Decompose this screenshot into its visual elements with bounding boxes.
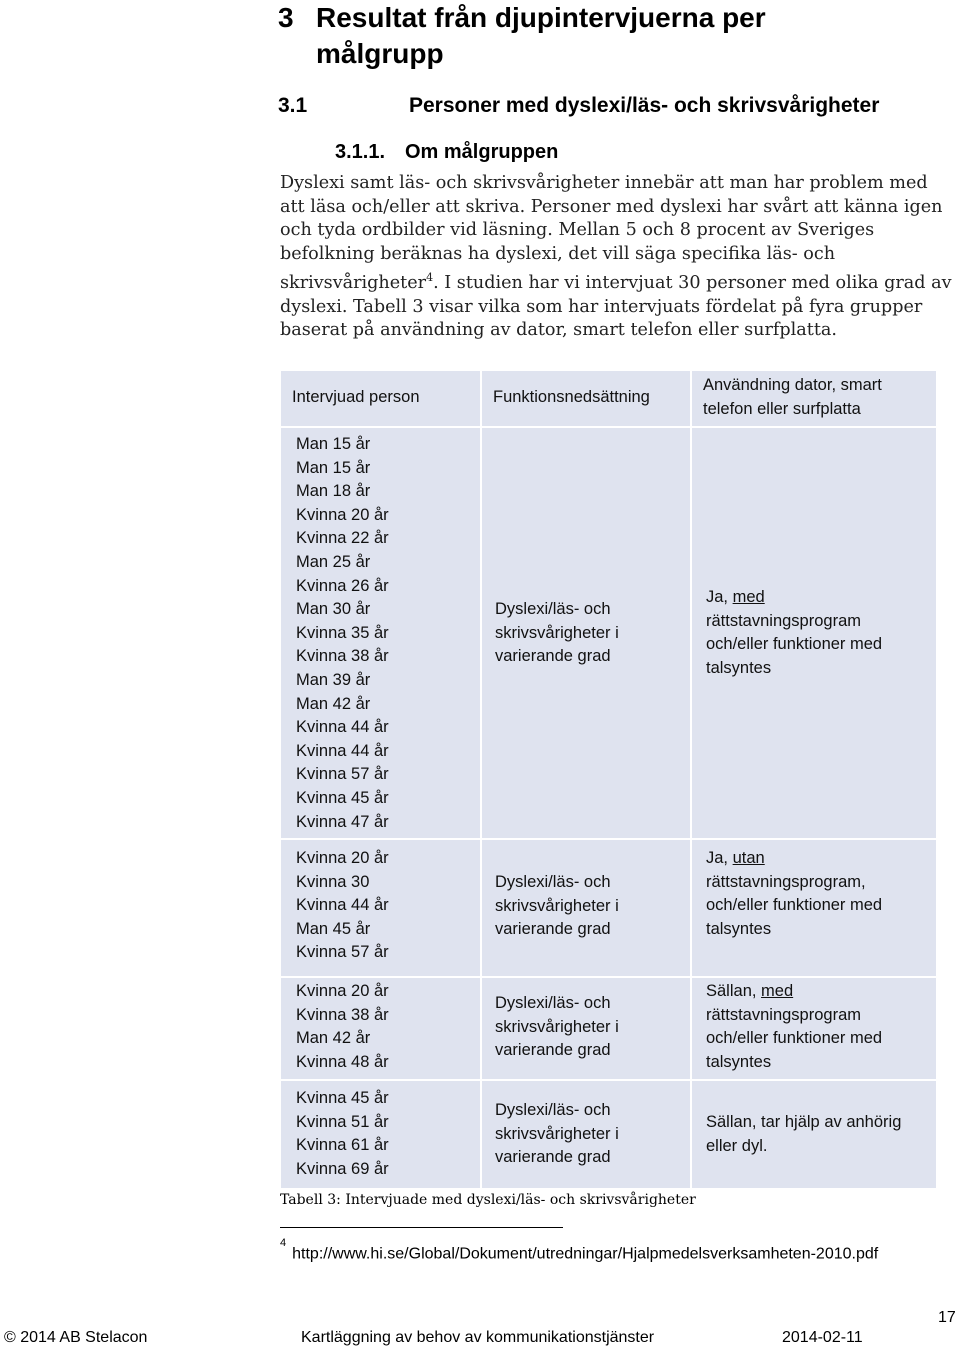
persons-cell: Kvinna 20 år Kvinna 30 Kvinna 44 år Man 45 år Kvinna 57 år: [296, 849, 389, 962]
intro-paragraph: [280, 172, 954, 343]
table-row: [482, 428, 690, 838]
usage-cell: Sällan, med rättstavningsprogram och/eller funktioner med talsyntes: [706, 982, 883, 1071]
function-cell: Dyslexi/läs- och skrivsvårigheter i varierande grad: [495, 600, 619, 666]
table-row: [281, 840, 480, 976]
table-row: [692, 1081, 936, 1188]
heading-2-number: 3.1: [278, 94, 308, 117]
table-header-cell: [692, 371, 936, 426]
table-row: [482, 978, 690, 1079]
persons-cell: Kvinna 45 år Kvinna 51 år Kvinna 61 år Kvinna 69 år: [296, 1089, 389, 1178]
footnote-ref: 4: [426, 271, 434, 285]
persons-cell: Man 15 år Man 15 år Man 18 år Kvinna 20 år Kvinna 22 år Man 25 år Kvinna 26 år Man 30 år Kvinna 35 år Kvinna 38 år Man 39 år Man 42 år Kvinna 44 år Kvinna 44 år Kvinna 57 år Kvinna 45 år Kvinna 47 år: [296, 435, 389, 831]
header-funktionsnedsattning: Funktionsnedsättning: [493, 388, 650, 406]
heading-3-number: 3.1.1.: [335, 141, 386, 163]
footer-title: Kartläggning av behov av kommunikationstjänster: [301, 1329, 655, 1346]
footnote: [280, 1237, 940, 1266]
table-header-cell: [482, 371, 690, 426]
heading-2-text: Personer med dyslexi/läs- och skrivsvårigheter: [409, 94, 880, 117]
table-caption: Tabell 3: Intervjuade med dyslexi/läs- och skrivsvårigheter: [280, 1192, 696, 1208]
page-number: 17: [938, 1309, 956, 1326]
intro-text-after: . I studien har vi intervjuat 30 personer med olika grad av dyslexi. Tabell 3 visar vilka som har intervjuats fördelat på fyra grupper baserat på användning av dator, smart telefon eller surfplatta.: [280, 273, 952, 341]
heading-1-text: Resultat från djupintervjuerna per målgrupp: [316, 2, 766, 69]
intro-text-before: Dyslexi samt läs- och skrivsvårigheter innebär att man har problem med att läsa och/eller att skriva. Personer med dyslexi har svårt att känna igen och tyda ordbilder vid läsning. Mellan 5 och 8 procent av Sveriges befolkning beräknas ha dyslexi, det vill säga specifika läs- och skrivsvårigheter: [280, 173, 943, 294]
footer-date: 2014-02-11: [782, 1329, 863, 1346]
heading-1-number: 3: [278, 2, 294, 33]
table-row: [482, 1081, 690, 1188]
function-cell: Dyslexi/läs- och skrivsvårigheter i varierande grad: [495, 994, 619, 1060]
table-header-cell: [281, 371, 480, 426]
participants-table: [281, 371, 936, 1188]
table-row: [482, 840, 690, 976]
table-row: [692, 978, 936, 1079]
table-row: [281, 1081, 480, 1188]
usage-cell: Ja, med rättstavningsprogram och/eller funktioner med talsyntes: [706, 588, 883, 677]
footer-copyright: © 2014 AB Stelacon: [4, 1329, 148, 1346]
table-row: [692, 840, 936, 976]
usage-cell: Sällan, tar hjälp av anhörig eller dyl.: [706, 1113, 902, 1155]
footnote-divider: [280, 1227, 563, 1228]
table-row: [692, 428, 936, 838]
heading-3-text: Om målgruppen: [405, 141, 559, 163]
table-row: [281, 978, 480, 1079]
footnote-link[interactable]: http://www.hi.se/Global/Dokument/utredningar/Hjalpmedelsverksamheten-2010.pdf: [292, 1245, 879, 1263]
function-cell: Dyslexi/läs- och skrivsvårigheter i varierande grad: [495, 873, 619, 939]
usage-cell: Ja, utan rättstavningsprogram, och/eller funktioner med talsyntes: [706, 849, 883, 938]
header-anvandning: Användning dator, smart telefon eller surfplatta: [703, 376, 882, 418]
header-intervjuad-person: Intervjuad person: [292, 388, 420, 406]
function-cell: Dyslexi/läs- och skrivsvårigheter i varierande grad: [495, 1101, 619, 1167]
footnote-number: 4: [280, 1237, 287, 1249]
table-row: [281, 428, 480, 838]
persons-cell: Kvinna 20 år Kvinna 38 år Man 42 år Kvinna 48 år: [296, 982, 389, 1071]
